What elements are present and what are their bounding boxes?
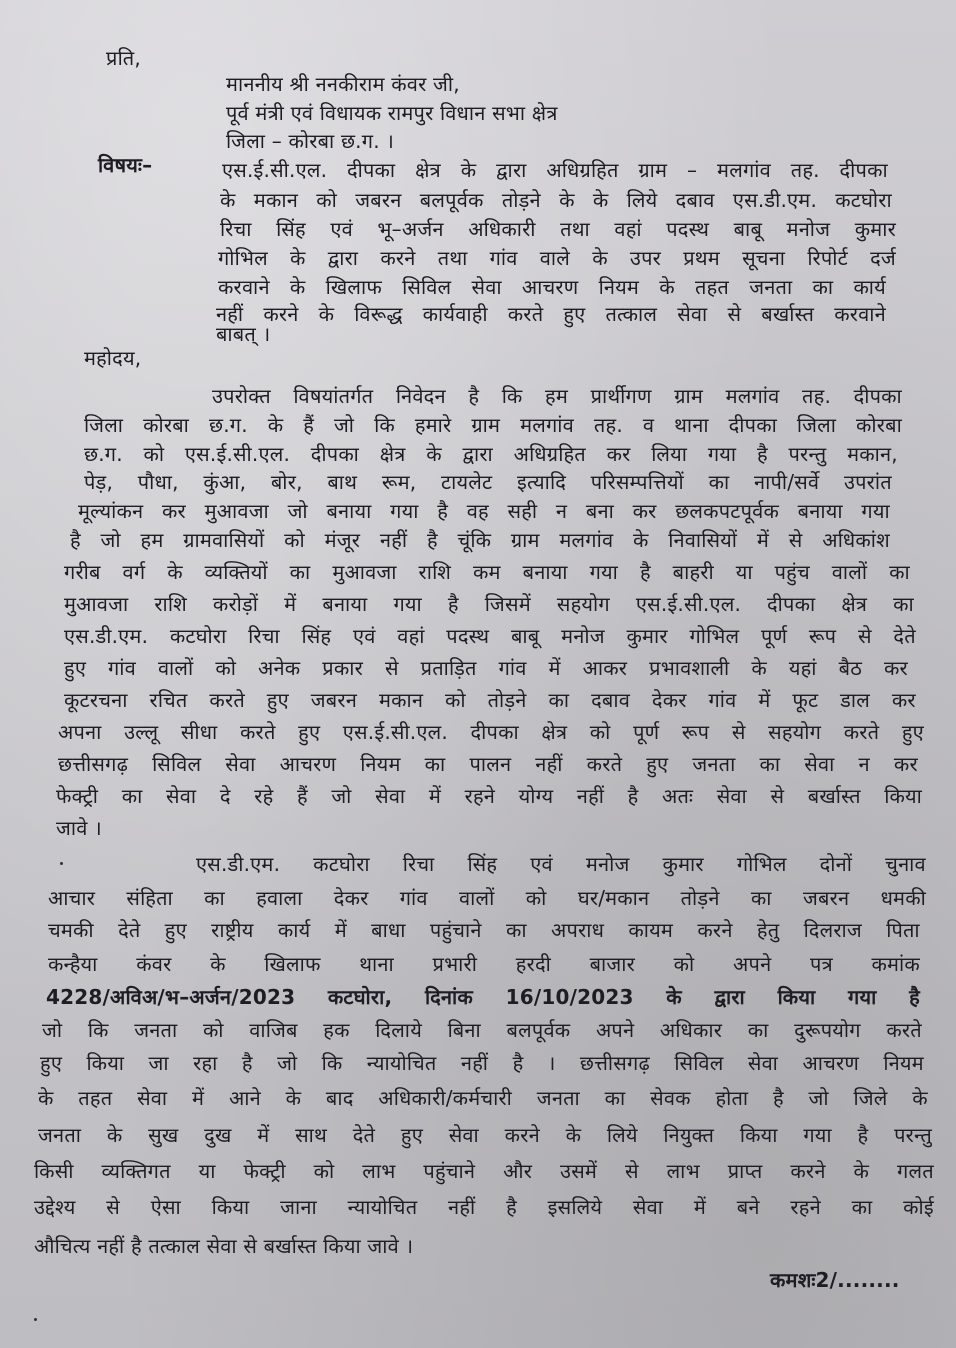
paragraph-2-line: 4228/अविअ/भ–अर्जन/2023 कटघोरा, दिनांक 16/10/2023 के द्वारा किया गया है [46,985,920,1009]
paragraph-2-line: किसी व्यक्तिगत या फेक्ट्री को लाभ पहुंचाने और उसमें से लाभ प्राप्त करने के गलत [34,1159,934,1183]
paragraph-1-line: छ.ग. को एस.ई.सी.एल. दीपका क्षेत्र के द्वारा अधिग्रहित कर लिया गया है परन्तु मकान, [84,442,898,466]
paragraph-1-line: कूटरचना रचित करते हुए जबरन मकान को तोड़ने का दबाव देकर गांव में फूट डाल कर [64,688,916,712]
subject-label: विषयः– [98,153,153,177]
paragraph-1-line: हुए गांव वालों को अनेक प्रकार से प्रताड़ित गांव में आकर प्रभावशाली के यहां बैठ कर [64,656,908,680]
paragraph-1-line: जावे । [56,816,102,840]
recipient-district: जिला – कोरबा छ.ग. । [226,129,395,153]
recipient-name: माननीय श्री ननकीराम कंवर जी, [226,72,460,96]
recipient-designation: पूर्व मंत्री एवं विधायक रामपुर विधान सभा क्षेत्र [226,101,558,125]
stray-mark [60,862,63,865]
continuation-marker: कमशः2/........ [770,1268,900,1292]
subject-line: गोभिल के द्वारा करने तथा गांव वाले के उपर प्रथम सूचना रिपोर्ट दर्ज [218,246,896,270]
salutation: महोदय, [84,346,142,370]
subject-line: नहीं करने के विरूद्ध कार्यवाही करते हुए तत्काल सेवा से बर्खास्त करवाने [216,302,886,326]
to-label: प्रति, [106,46,141,70]
paragraph-2-line: आचार संहिता का हवाला देकर गांव वालों को घर/मकान तोड़ने का जबरन धमकी [48,886,926,910]
paragraph-2-line: जनता के सुख दुख में साथ देते हुए सेवा करने के लिये नियुक्त किया गया है परन्तु [38,1123,932,1147]
paragraph-1-line: अपना उल्लू सीधा करते हुए एस.ई.सी.एल. दीपका क्षेत्र को पूर्ण रूप से सहयोग करते हुए [58,720,924,744]
paragraph-2-line: औचित्य नहीं है तत्काल सेवा से बर्खास्त किया जावे । [34,1234,414,1258]
paragraph-1-line: पेड़, पौधा, कुंआ, बोर, बाथ रूम, टायलेट इत्यादि परिसम्पत्तियों का नापी/सर्वे उपरांत [84,470,892,494]
paragraph-1-line: गरीब वर्ग के व्यक्तियों का मुआवजा राशि कम बनाया गया है बाहरी या पहुंच वालों का [64,560,910,584]
paragraph-1-line: उपरोक्त विषयांतर्गत निवेदन है कि हम प्रार्थीगण ग्राम मलगांव तह. दीपका [212,384,902,408]
paragraph-2-line: एस.डी.एम. कटघोरा रिचा सिंह एवं मनोज कुमार गोभिल दोनों चुनाव [196,852,926,876]
paragraph-1-line: मूल्यांकन कर मुआवजा जो बनाया गया है वह सही न बना कर छलकपटपूर्वक बनाया गया [78,499,890,523]
paragraph-2-line: कन्हैया कंवर के खिलाफ थाना प्रभारी हरदी बाजार को अपने पत्र कमांक [48,952,920,976]
paragraph-2-line: जो कि जनता को वाजिब हक दिलाये बिना बलपूर्वक अपने अधिकार का दुरूपयोग करते [42,1018,922,1042]
subject-line: करवाने के खिलाफ सिविल सेवा आचरण नियम के तहत जनता का कार्य [218,275,886,299]
subject-line: रिचा सिंह एवं भू–अर्जन अधिकारी तथा वहां पदस्थ बाबू मनोज कुमार [220,217,896,241]
paragraph-2-line: के तहत सेवा में आने के बाद अधिकारी/कर्मचारी जनता का सेवक होता है जो जिले के [38,1086,928,1110]
paragraph-1-line: फेक्ट्री का सेवा दे रहे हैं जो सेवा में रहने योग्य नहीं है अतः सेवा से बर्खास्त किया [56,784,922,808]
paragraph-2-line: हुए किया जा रहा है जो कि न्यायोचित नहीं है । छत्तीसगढ़ सिविल सेवा आचरण नियम [40,1051,924,1075]
paragraph-1-line: मुआवजा राशि करोड़ों में बनाया गया है जिसमें सहयोग एस.ई.सी.एल. दीपका क्षेत्र का [64,592,914,616]
stray-mark [34,1318,37,1321]
paragraph-1-line: जिला कोरबा छ.ग. के हैं जो कि हमारे ग्राम मलगांव तह. व थाना दीपका जिला कोरबा [84,413,902,437]
paragraph-1-line: छत्तीसगढ़ सिविल सेवा आचरण नियम का पालन नहीं करते हुए जनता का सेवा न कर [58,752,918,776]
paragraph-2-line: उद्देश्य से ऐसा किया जाना न्यायोचित नहीं है इसलिये सेवा में बने रहने का कोई [34,1195,934,1219]
subject-line: के मकान को जबरन बलपूर्वक तोड़ने के के लिये दबाव एस.डी.एम. कटघोरा [220,188,892,212]
paragraph-1-line: एस.डी.एम. कटघोरा रिचा सिंह एवं वहां पदस्थ बाबू मनोज कुमार गोभिल पूर्ण रूप से देते [64,624,916,648]
paragraph-2-line: चमकी देते हुए राष्ट्रीय कार्य में बाधा पहुंचाने का अपराध कायम करने हेतु दिलराज पिता [48,918,920,942]
paragraph-1-line: है जो हम ग्रामवासियों को मंजूर नहीं है चूंकि ग्राम मलगांव के निवासियों में से अधिकांश [70,528,890,552]
subject-line: एस.ई.सी.एल. दीपका क्षेत्र के द्वारा अधिग्रहित ग्राम – मलगांव तह. दीपका [222,158,888,182]
subject-line: बाबत् । [216,322,271,346]
